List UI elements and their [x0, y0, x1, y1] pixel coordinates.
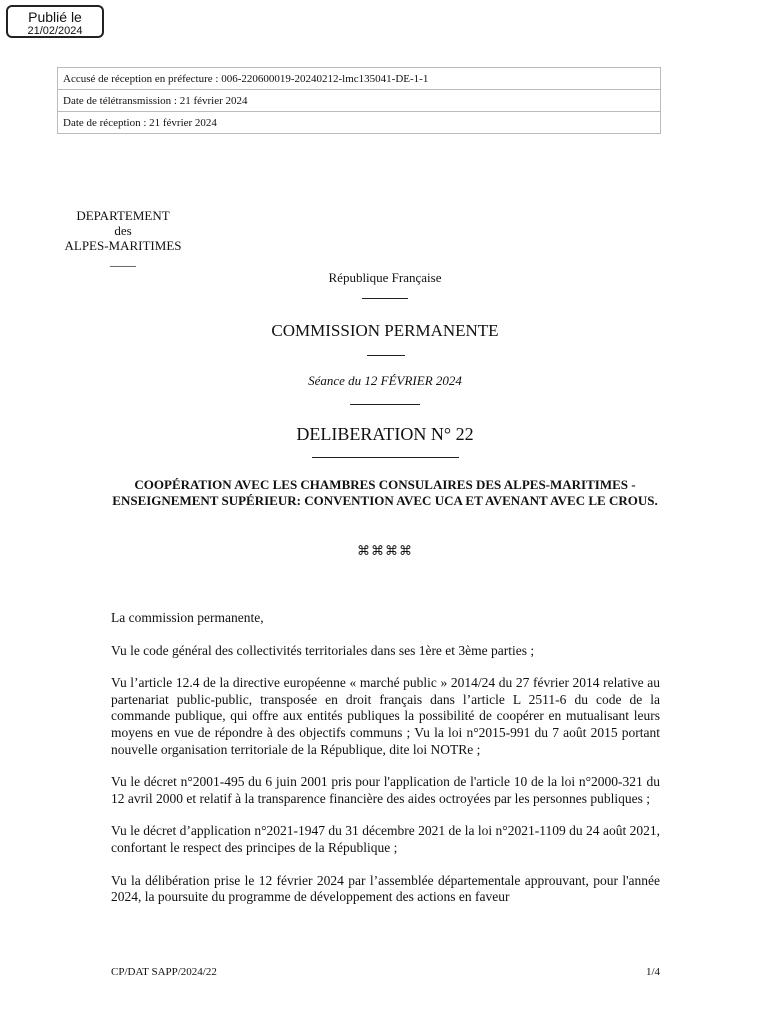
- divider: [362, 298, 408, 299]
- department-line3: ALPES-MARITIMES: [64, 238, 182, 253]
- divider: [350, 404, 420, 405]
- table-row: [58, 68, 661, 90]
- table-row: [58, 112, 661, 134]
- publication-stamp: [6, 5, 104, 38]
- deliberation-body: [111, 610, 660, 922]
- acknowledgement-table: [57, 67, 661, 134]
- paragraph: Vu le décret d’application n°2021-1947 du 31 décembre 2021 de la loi n°2021-1109 du 24 août 2021, confortant le respect des principes de la République ;: [111, 823, 660, 855]
- ack-transmission-date: Date de télétransmission : 21 février 2024: [58, 90, 661, 112]
- table-row: [58, 90, 661, 112]
- paragraph: Vu la délibération prise le 12 février 2024 par l’assemblée départementale approuvant, pour l'année 2024, la poursuite du programme de développement des actions en faveur: [111, 872, 660, 905]
- deliberation-number: DELIBERATION N° 22: [296, 424, 474, 444]
- ack-reference: Accusé de réception en préfecture : 006-220600019-20240212-lmc135041-DE-1-1: [58, 68, 661, 90]
- deliberation-subject: COOPÉRATION AVEC LES CHAMBRES CONSULAIRES DES ALPES-MARITIMES - ENSEIGNEMENT SUPÉRIEUR: CONVENTION AVEC UCA ET AVENANT AVEC LE CROUS.: [112, 477, 658, 508]
- divider: [367, 355, 405, 356]
- paragraph: Vu le code général des collectivités territoriales dans ses 1ère et 3ème parties ;: [111, 642, 535, 658]
- session-date: Séance du 12 FÉVRIER 2024: [308, 373, 462, 388]
- commission-title: COMMISSION PERMANENTE: [271, 321, 499, 340]
- department-line1: DEPARTEMENT: [76, 208, 170, 223]
- ornament-separator: ⌘⌘⌘⌘: [357, 543, 413, 558]
- page-number: 1/4: [645, 966, 660, 978]
- paragraph: Vu l’article 12.4 de la directive européenne « marché public » 2014/24 du 27 février 2014 relative au partenariat public-public, transposée en droit français dans l’article L 2511-6 du code de la commande publique, qui offre aux entités publiques la possibilité de coopérer en mutualisant leurs moyens en vue de répondre à des objectifs communs ; Vu la loi n°2015-991 du 7 août 2015 portant nouvelle organisation territoriale de la République, dite loi NOTRe ;: [111, 675, 660, 757]
- stamp-date: 21/02/2024: [27, 25, 83, 37]
- stamp-published-label: Publié le: [28, 9, 82, 25]
- ack-reception-date: Date de réception : 21 février 2024: [58, 112, 661, 134]
- department-line2: des: [114, 223, 132, 238]
- department-dash: ____: [110, 253, 136, 268]
- paragraph: La commission permanente,: [111, 610, 264, 625]
- republic-label: République Française: [328, 270, 442, 285]
- footer-reference: CP/DAT SAPP/2024/22: [111, 966, 217, 978]
- divider: [312, 457, 459, 458]
- paragraph: Vu le décret n°2001-495 du 6 juin 2001 pris pour l'application de l'article 10 de la loi n°2000-321 du 12 avril 2000 et relatif à la transparence financière des aides octroyées par les personnes publiques ;: [111, 774, 660, 806]
- department-block: [52, 208, 194, 268]
